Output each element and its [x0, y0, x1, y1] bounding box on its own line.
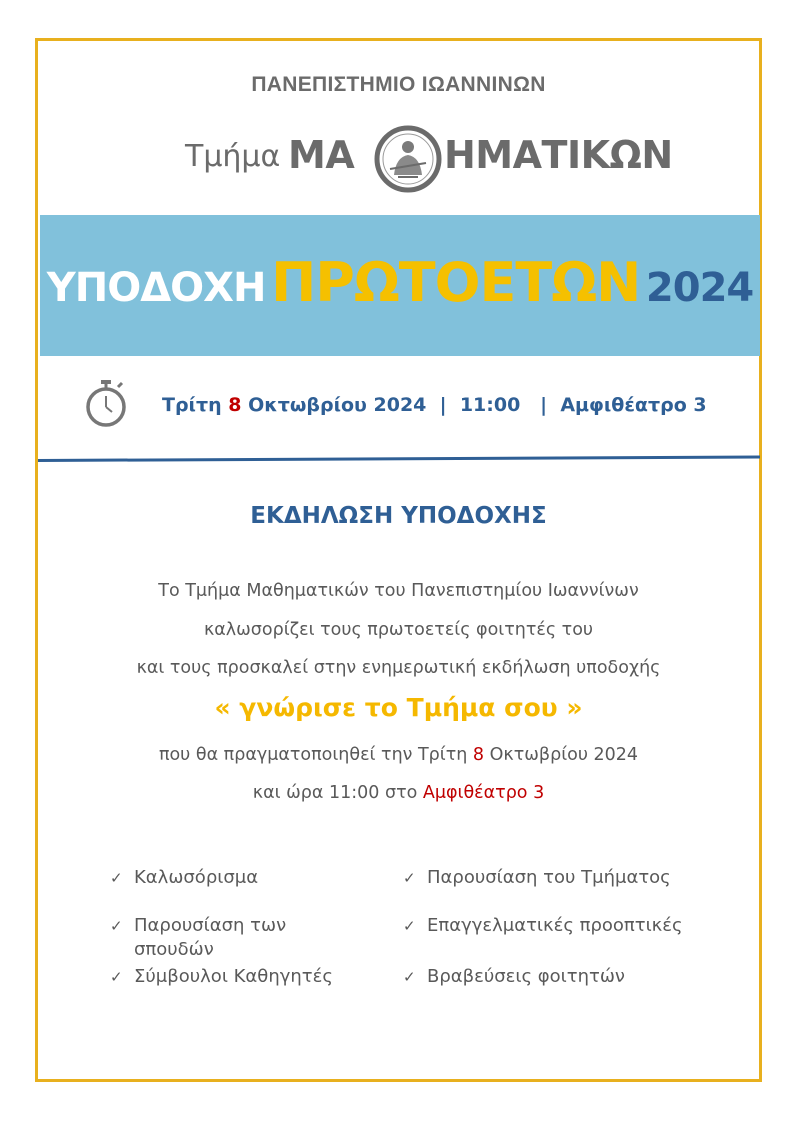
- agenda-item: Βραβεύσεις φοιτητών: [427, 966, 625, 987]
- event-month-year: Οκτωβρίου 2024: [248, 394, 427, 416]
- body-line-5-venue: Αμφιθέατρο 3: [422, 783, 545, 803]
- event-info-bar: [38, 374, 759, 434]
- body-line-2: καλωσορίζει τους πρωτοετείς φοιτητές του: [203, 620, 594, 640]
- banner-word-welcome: ΥΠΟΔΟΧΗ: [46, 265, 266, 311]
- event-slogan: « γνώρισε το Τμήμα σου »: [214, 693, 583, 722]
- department-title: [38, 123, 759, 193]
- divider-line: [38, 455, 760, 462]
- check-icon: ✓: [403, 968, 416, 986]
- banner-year: 2024: [645, 265, 754, 311]
- banner-word-freshmen: ΠΡΩΤΟΕΤΩΝ: [271, 251, 641, 314]
- event-venue: Αμφιθέατρο 3: [560, 394, 707, 416]
- agenda-item: Επαγγελματικές προοπτικές: [427, 915, 683, 936]
- body-line-4-month: Οκτωβρίου 2024: [489, 745, 639, 765]
- body-line-4: [38, 745, 759, 765]
- check-icon: ✓: [403, 917, 416, 935]
- check-icon: ✓: [110, 968, 123, 986]
- separator: |: [439, 394, 447, 416]
- stopwatch-icon: [84, 378, 128, 428]
- event-day: Τρίτη: [162, 394, 222, 416]
- university-name: ΠΑΝΕΠΙΣΤΗΜΙΟ ΙΩΑΝΝΙΝΩΝ: [251, 73, 546, 96]
- banner-title: [40, 251, 760, 314]
- event-date-time-venue: [162, 394, 707, 416]
- agenda-item: Παρουσίαση του Τμήματος: [427, 867, 671, 888]
- department-word: Τμήμα: [185, 139, 281, 174]
- body-line-3: και τους προσκαλεί στην ενημερωτική εκδήλωση υποδοχής: [136, 658, 661, 678]
- body-line-4-text: που θα πραγματοποιηθεί την Τρίτη: [158, 745, 468, 765]
- check-icon: ✓: [403, 869, 416, 887]
- check-icon: ✓: [110, 917, 123, 935]
- poster-frame: [35, 38, 762, 1082]
- department-name-part2: ΗΜΑΤΙΚΩΝ: [444, 133, 673, 177]
- agenda-item: Καλωσόρισμα: [134, 867, 259, 888]
- separator: |: [540, 394, 548, 416]
- department-logo-icon: [374, 125, 442, 193]
- body-line-5: [38, 783, 759, 803]
- event-date-number: 8: [228, 394, 242, 416]
- section-heading: ΕΚΔΗΛΩΣΗ ΥΠΟΔΟΧΗΣ: [250, 503, 547, 529]
- check-icon: ✓: [110, 869, 123, 887]
- body-line-1: Το Τμήμα Μαθηματικών του Πανεπιστημίου Ιωαννίνων: [158, 581, 639, 601]
- event-time: 11:00: [459, 394, 521, 416]
- department-name-part1: ΜΑ: [288, 133, 355, 177]
- agenda-item: Παρουσίαση των σπουδών: [134, 915, 287, 960]
- title-banner: [40, 215, 760, 356]
- agenda-item: Σύμβουλοι Καθηγητές: [134, 966, 333, 987]
- body-line-4-date: 8: [472, 745, 485, 765]
- body-line-5-text: και ώρα 11:00 στο: [252, 783, 418, 803]
